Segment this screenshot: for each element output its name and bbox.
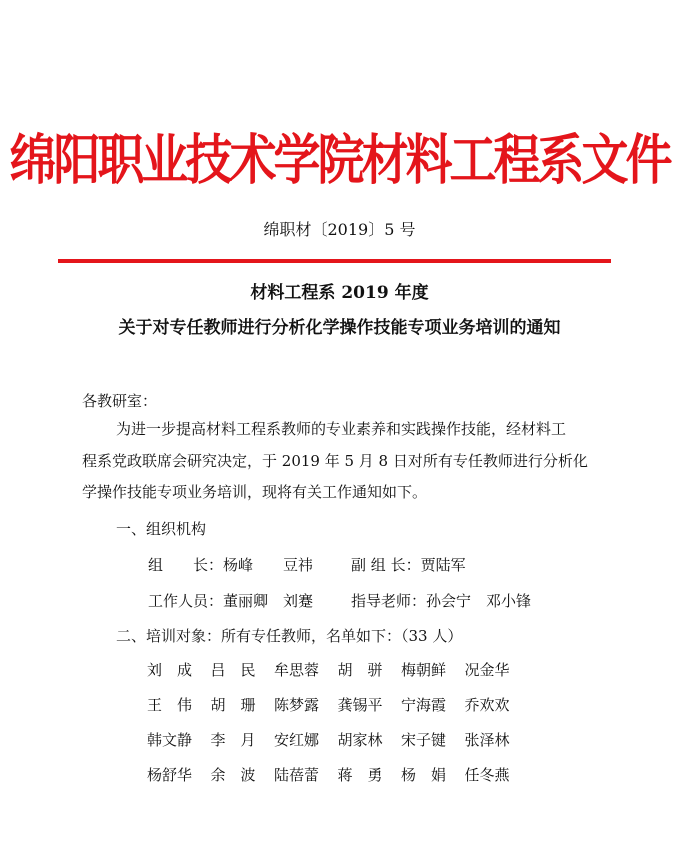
org-advisor-label: 指导老师： (351, 592, 427, 610)
greeting: 各教研室： (82, 392, 158, 410)
teacher-name: 宋子键 (401, 731, 447, 749)
body-paragraph-line2: 程系党政联席会研究决定，于 2019 年 5 月 8 日对所有专任教师进行分析化 (82, 452, 588, 470)
org-deputy: 贾陆军 (420, 556, 466, 574)
name-row (147, 729, 547, 764)
teacher-name: 宁海霞 (401, 696, 447, 714)
teacher-name: 杨 娟 (401, 766, 447, 784)
teacher-name: 况金华 (464, 661, 510, 679)
name-row (147, 659, 547, 694)
teacher-name-list (147, 659, 547, 799)
body-paragraph-line1: 为进一步提高材料工程系教师的专业素养和实践操作技能，经材料工 (116, 420, 567, 438)
teacher-name: 陆蓓蕾 (274, 766, 320, 784)
header-divider (58, 259, 611, 263)
document-header-title: 绵阳职业技术学院材料工程系文件 (9, 128, 670, 193)
teacher-name: 胡 骈 (337, 661, 383, 679)
teacher-name: 牟思蓉 (274, 661, 320, 679)
teacher-name: 安红娜 (274, 731, 320, 749)
org-deputy-label: 副 组 长： (351, 556, 421, 574)
teacher-name: 韩文静 (147, 731, 193, 749)
teacher-name: 李 月 (210, 731, 256, 749)
org-staff-label: 工作人员： (148, 592, 224, 610)
org-row-leaders (148, 554, 466, 576)
org-staff: 董丽卿 刘蹇 (223, 592, 314, 610)
org-leaders: 杨峰 豆祎 (223, 556, 314, 574)
teacher-name: 任冬燕 (464, 766, 510, 784)
teacher-name: 余 波 (210, 766, 256, 784)
teacher-name: 蒋 勇 (337, 766, 383, 784)
name-row (147, 694, 547, 729)
teacher-name: 乔欢欢 (464, 696, 510, 714)
org-leader-label: 组 长： (148, 556, 224, 574)
teacher-name: 梅朝鲜 (401, 661, 447, 679)
teacher-name: 杨舒华 (147, 766, 193, 784)
teacher-name: 张泽林 (464, 731, 510, 749)
teacher-name: 王 伟 (147, 696, 193, 714)
teacher-name: 胡 珊 (210, 696, 256, 714)
section1-heading: 一、组织机构 (116, 520, 207, 538)
notice-title-line1: 材料工程系 2019 年度 (250, 283, 429, 303)
teacher-name: 刘 成 (147, 661, 193, 679)
document-number: 绵职材〔2019〕5 号 (263, 220, 416, 239)
teacher-name: 胡家林 (337, 731, 383, 749)
teacher-name: 吕 民 (210, 661, 256, 679)
body-paragraph-line3: 学操作技能专项业务培训，现将有关工作通知如下。 (82, 483, 428, 501)
org-advisors: 孙会宁 邓小锋 (426, 592, 532, 610)
name-row (147, 764, 547, 799)
teacher-name: 陈梦露 (274, 696, 320, 714)
notice-title-line2: 关于对专任教师进行分析化学操作技能专项业务培训的通知 (118, 318, 561, 338)
section2-heading: 二、培训对象：所有专任教师，名单如下：（33 人） (116, 627, 463, 645)
teacher-name: 龚锡平 (337, 696, 383, 714)
org-row-staff (148, 590, 531, 612)
